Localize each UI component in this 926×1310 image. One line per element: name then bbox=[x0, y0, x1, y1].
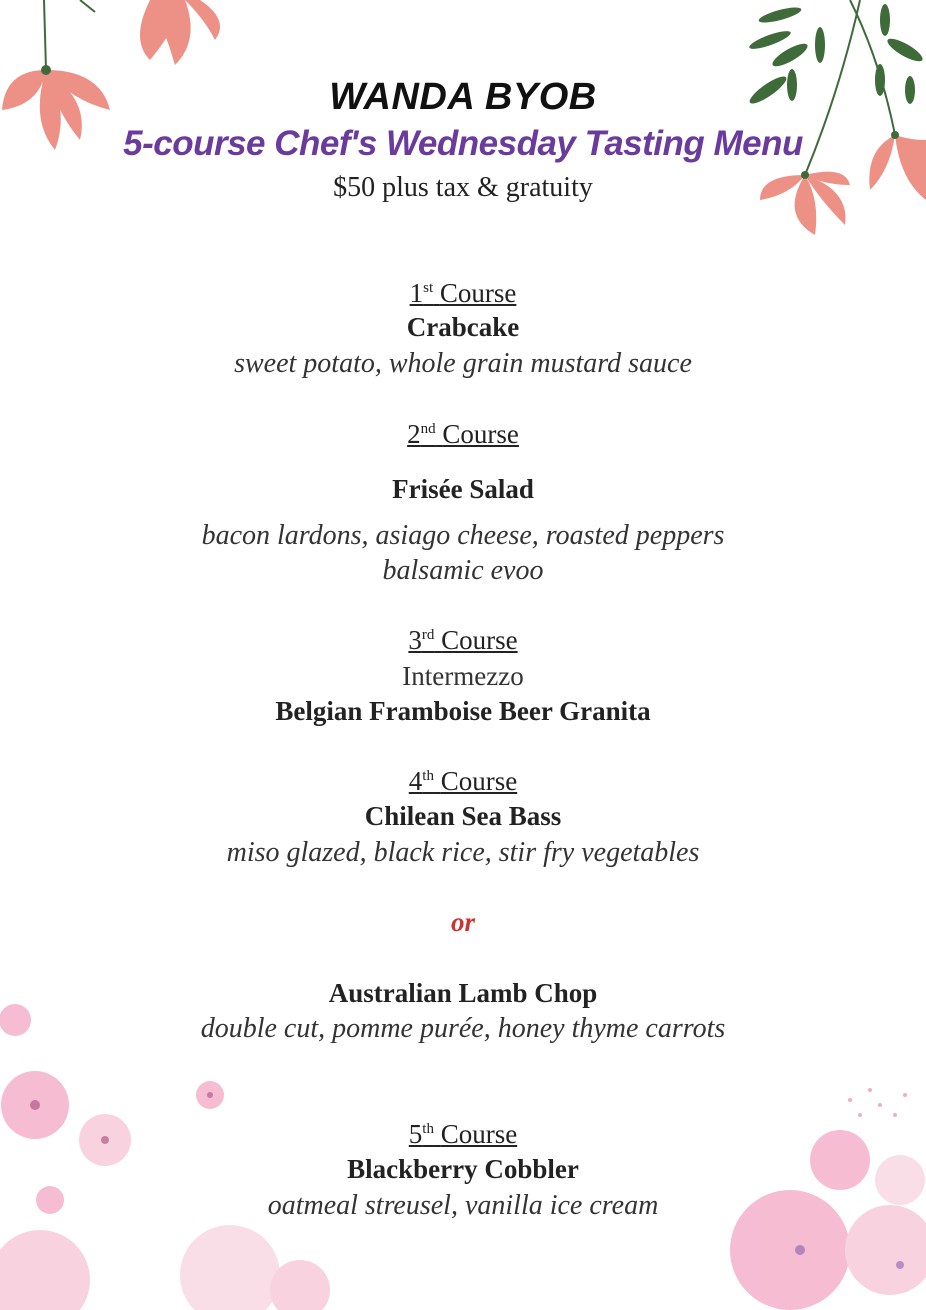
course-1-heading: 1st Course bbox=[409, 278, 517, 308]
course-4-heading: 4th Course bbox=[408, 766, 518, 796]
course-3-heading: 3rd Course bbox=[408, 625, 518, 655]
course-2-desc: bacon lardons, asiago cheese, roasted peppers bbox=[201, 520, 725, 551]
course-5-heading: 5th Course bbox=[408, 1119, 518, 1149]
course-4-desc: miso glazed, black rice, stir fry vegetables bbox=[226, 837, 700, 868]
course-2-dish: Frisée Salad bbox=[392, 474, 534, 504]
course-5-dish: Blackberry Cobbler bbox=[347, 1154, 579, 1184]
course-2-heading: 2nd Course bbox=[407, 419, 519, 449]
top-right-leaves-icon bbox=[720, 0, 926, 240]
course-1-dish: Crabcake bbox=[406, 312, 520, 342]
menu-subtitle: 5-course Chef's Wednesday Tasting Menu bbox=[123, 124, 803, 163]
course-3-intermezzo: Intermezzo bbox=[402, 661, 524, 691]
course-3-dish: Belgian Framboise Beer Granita bbox=[275, 696, 651, 726]
restaurant-name: WANDA BYOB bbox=[329, 76, 597, 118]
course-2-desc-line-2: balsamic evoo bbox=[382, 555, 544, 586]
menu-price: $50 plus tax & gratuity bbox=[333, 172, 593, 203]
alternative-or: or bbox=[450, 907, 475, 937]
course-5-desc: oatmeal streusel, vanilla ice cream bbox=[267, 1190, 659, 1221]
course-4-alt-dish: Australian Lamb Chop bbox=[328, 978, 598, 1008]
course-4-alt-desc: double cut, pomme purée, honey thyme carrots bbox=[200, 1013, 726, 1044]
course-1-desc: sweet potato, whole grain mustard sauce bbox=[234, 348, 692, 379]
course-4-dish: Chilean Sea Bass bbox=[364, 801, 562, 831]
